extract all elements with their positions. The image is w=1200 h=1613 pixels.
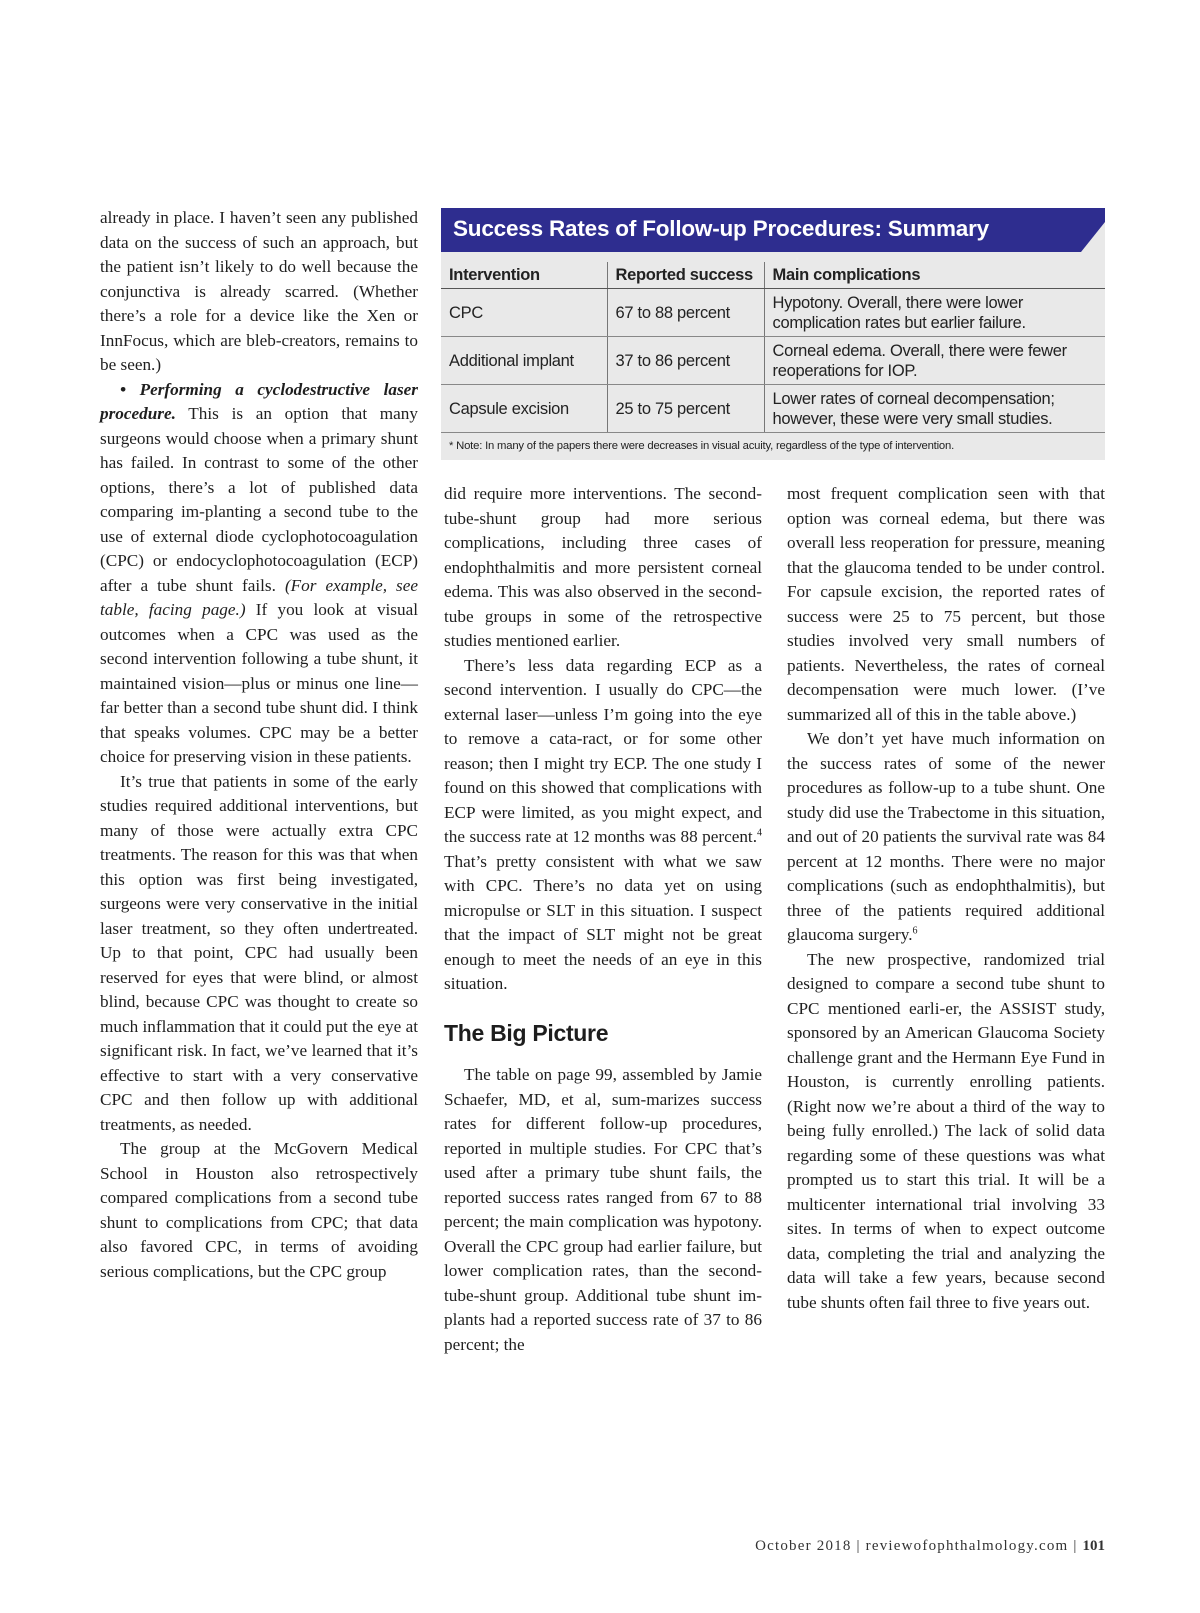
intervention-cell: Additional implant xyxy=(441,337,607,385)
paragraph: already in place. I haven’t seen any published data on the success of such an approach, but the patient isn’t likely to do well because the conjunctiva is already scarred. (Whether there’s a role for a device like the Xen or InnFocus, which are bleb-creators, remains to be seen.) xyxy=(100,208,418,374)
article-column-2 xyxy=(444,482,762,1357)
column-header: Main complications xyxy=(764,262,1105,289)
complications-cell: Lower rates of corneal decompensation; however, these were very small studies. xyxy=(764,385,1105,433)
paragraph: did require more interventions. The second-tube-shunt group had more serious complications, including three cases of endophthalmitis and more persistent corneal edema. This was also observed in the second-tube groups in some of the retrospective studies mentioned earlier. xyxy=(444,484,762,650)
article-column-3 xyxy=(787,482,1105,1315)
article-column-1 xyxy=(100,206,418,1284)
section-lead: • Performing a cyclodestructive laser procedure. xyxy=(100,379,418,423)
intervention-cell: Capsule excision xyxy=(441,385,607,433)
page-number: 101 xyxy=(1082,1538,1105,1554)
paragraph: There’s less data regarding ECP as a second intervention. I usually do CPC—the external laser—unless I’m going into the eye to remove a cata-ract, or for some other reason; then I might try ECP. The one study I found on this showed that complications with ECP were limited, as you might expect, and the success rate at 12 months was 88 percent.$^4$ That’s pretty consistent with what we saw with CPC. There’s no data yet on using micropulse or SLT in this situation. I suspect that the impact of SLT might not be great enough to meet the needs of an eye in this situation. xyxy=(444,655,762,993)
reference-superscript: 4 xyxy=(757,827,762,839)
table-note: * Note: In many of the papers there were decreases in visual acuity, regardless of the type of intervention. xyxy=(449,440,955,452)
paragraph: The new prospective, randomized trial designed to compare a second tube shunt to CPC mentioned earli-er, the ASSIST study, sponsored by an American Glaucoma Society challenge grant and the Hermann Eye Fund in Houston, is currently enrolling patients. (Right now we’re about a third of the way to being fully enrolled.) The lack of solid data regarding some of these questions was what prompted us to start this trial. It will be a multicenter international trial involving 33 sites. In terms of when to expect outcome data, completing the trial and analyzing the data will take a few years, because second tube shunts often fail three to five years out. xyxy=(787,949,1105,1312)
column-header: Reported success xyxy=(607,262,764,289)
page-footer xyxy=(755,1538,1105,1555)
paragraph: The table on page 99, assembled by Jamie Schaefer, MD, et al, sum-marizes success rates for different follow-up procedures, reported in multiple studies. For CPC that’s used after a primary tube shunt fails, the reported success rates ranged from 67 to 88 percent; the main complication was hypotony. Overall the CPC group had earlier failure, but lower complication rates, than the second-tube-shunt group. Additional tube shunt im-plants had a reported success rate of 37 to 86 percent; the xyxy=(444,1065,762,1354)
complications-cell: Hypotony. Overall, there were lower complication rates but earlier failure. xyxy=(764,289,1105,337)
table-reference: (For example, see table, facing page.) xyxy=(100,575,418,619)
table-header-row xyxy=(441,262,1105,289)
summary-table-box xyxy=(441,208,1105,460)
paragraph: The group at the McGovern Medical School in Houston also retrospectively compared complications from a second tube shunt to complications from CPC; that data also favored CPC, in terms of avoiding serious complications, but the CPC group xyxy=(100,1139,418,1281)
reference-superscript: 6 xyxy=(912,925,918,937)
paragraph: • Performing a cyclodestructive laser procedure. This is an option that many surgeons would choose when a primary shunt has failed. In contrast to some of the other options, there’s a lot of published data comparing im-planting a second tube to the use of external diode cyclophotocoagulation (CPC) or endocyclophotocoagulation (ECP) after a tube shunt fails. (For example, see table, facing page.) If you look at visual outcomes when a CPC was used as the second intervention following a tube shunt, it maintained vision—plus or minus one line—far better than a second tube shunt did. I think that speaks volumes. CPC may be a better choice for preserving vision in these patients. xyxy=(100,379,418,766)
paragraph: We don’t yet have much information on the success rates of some of the newer procedures as follow-up to a tube shunt. One study did use the Trabectome in this situation, and out of 20 patients the survival rate was 84 percent at 12 months. There were no major complications (such as endophthalmitis), but three of the patients required additional glaucoma surgery.$^6$ xyxy=(787,729,1105,944)
success-cell: 37 to 86 percent xyxy=(607,337,764,385)
table-title-bar xyxy=(441,208,1105,252)
table-row xyxy=(441,289,1105,337)
paragraph: most frequent complication seen with that option was corneal edema, but there was overall less reoperation for pressure, meaning that the glaucoma tended to be under control. For capsule excision, the reported rates of success were 25 to 75 percent, but those studies involved very small numbers of patients. Nevertheless, the rates of corneal decompensation were much lower. (I’ve summarized all of this in the table above.) xyxy=(787,484,1105,724)
success-cell: 67 to 88 percent xyxy=(607,289,764,337)
footer-text: October 2018 | reviewofophthalmology.com | xyxy=(755,1538,1083,1554)
table-row xyxy=(441,337,1105,385)
complications-cell: Corneal edema. Overall, there were fewer reoperations for IOP. xyxy=(764,337,1105,385)
section-subhead: The Big Picture xyxy=(444,1019,609,1046)
success-cell: 25 to 75 percent xyxy=(607,385,764,433)
table-title: Success Rates of Follow-up Procedures: Summary xyxy=(453,216,989,241)
summary-table xyxy=(441,262,1105,433)
paragraph: It’s true that patients in some of the early studies required additional interventions, but many of those were actually extra CPC treatments. The reason for this was that when this option was first being investigated, surgeons were very conservative in the initial laser treatment, so they often undertreated. Up to that point, CPC had usually been reserved for eyes that were blind, or almost blind, because CPC was thought to create so much inflammation that it could put the eye at significant risk. In fact, we’ve learned that it’s effective to start with a very conservative CPC and then follow up with additional treatments, as needed. xyxy=(100,771,418,1134)
table-row xyxy=(441,385,1105,433)
intervention-cell: CPC xyxy=(441,289,607,337)
column-header: Intervention xyxy=(441,262,607,289)
